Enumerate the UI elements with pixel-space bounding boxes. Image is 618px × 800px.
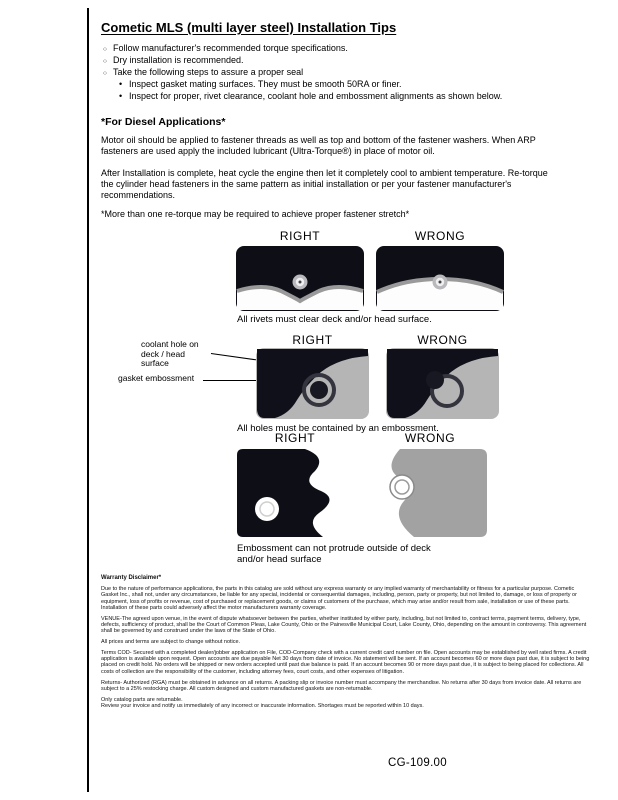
fig2-coolant-label: coolant hole on deck / head surface xyxy=(141,339,199,368)
fig3-caption: Embossment can not protrude outside of deck and/or head surface xyxy=(237,543,431,565)
page-title: Cometic MLS (multi layer steel) Installation Tips xyxy=(101,20,397,35)
warranty-paragraph: Terms COD- Secured with a completed dealer/jobber application on File, COD-Company check with a current credit card number on file. Open accounts may be established by well rated firms. A credit application is available upon request. Open accounts are due payable Net 30 days from date of invoice. No statement will be sent. If an account becomes 60 or more days past due, it is subject to being placed on credit hold. No orders will be shipped or new orders accepted until past due balance is paid. If an account becomes 90 or more days past due, it is subject to being placed for collections. All costs of collection are the responsibility of the customer, including attorney fees, court costs, and other expenses of litigation. xyxy=(101,649,590,675)
fig3-wrong-header: WRONG xyxy=(404,431,456,445)
fig1-right-header: RIGHT xyxy=(279,229,321,243)
tip-sub-item: • Inspect gasket mating surfaces. They must be smooth 50RA or finer. xyxy=(119,78,583,90)
warranty-paragraph: Due to the nature of performance applications, the parts in this catalog are sold without any express warranty or any implied warranty of merchantability or fitness for a particular purpose. Cometic Gasket Inc., shall not, under any circumstances, be liable for any special, incidental or consequential damages, including, person, party or property, but not limited to, damage, or loss of property or equipment, loss of profits or revenue, cost of purchased or replacement goods, or claims of customers of the purchase, which may arise and/or result from sale, installation or use of these parts. Installation of these parts could adversely affect the motor manufacturers warranty coverage. xyxy=(101,586,577,611)
fig1-caption: All rivets must clear deck and/or head surface. xyxy=(237,314,432,325)
diesel-paragraph-1: Motor oil should be applied to fastener threads as well as top and bottom of the fastener washers. When ARP fasteners are used apply the included lubricant (Ultra-Torque®) in place of motor oil. xyxy=(101,135,536,156)
catalog-code: CG-109.00 xyxy=(388,757,447,769)
fig2-right-header: RIGHT xyxy=(292,333,333,347)
fig2-embossment-label: gasket embossment xyxy=(118,373,195,383)
fig2-embossment-leader-line xyxy=(203,380,263,381)
fig2-right-image xyxy=(255,347,370,420)
tip-item: ○ Follow manufacturer's recommended torque specifications. xyxy=(103,42,583,54)
fig1-right-image xyxy=(235,245,365,312)
warranty-paragraph: Returns- Authorized (RGA) must be obtained in advance on all returns. A packing slip or invoice number must accompany the merchandise. No returns after 30 days from invoice date. All returns are subject to a 25% restocking charge. All custom designed and custom manufactured gaskets are non-returnable. xyxy=(101,679,582,692)
warranty-paragraph: All prices and terms are subject to change without notice. xyxy=(101,639,241,646)
tip-item: ○ Dry installation is recommended. xyxy=(103,54,583,66)
warranty-paragraph: VENUE-The agreed upon venue, in the event of dispute whatsoever between the parties, whether instituted by either party, including, but not limited to, contract terms, payment terms, delivery, type, defects, sufficiency of product, shall be the Court of Common Pleas, Lake County, Ohio or the Painesville Municipal Court, Lake County, Ohio, depending on the amount in controversy. This agreement shall be governed by and construed under the laws of the State of Ohio. xyxy=(101,615,587,635)
diesel-section-heading: *For Diesel Applications* xyxy=(101,116,226,128)
warranty-section xyxy=(101,575,590,714)
fig2-caption: All holes must be contained by an embossment. xyxy=(237,423,439,434)
fig2-wrong-header: WRONG xyxy=(417,333,468,347)
installation-tips-list xyxy=(103,42,583,102)
warranty-paragraph: Review your invoice and notify us immediately of any incorrect or inaccurate information. Shortages must be reported within 10 days. xyxy=(101,703,424,710)
fig3-wrong-image xyxy=(370,447,490,539)
fig3-right-image xyxy=(235,447,355,539)
diesel-paragraph-2: After Installation is complete, heat cycle the engine then let it completely cool to ambient temperature. Re-torque the cylinder head fasteners in the same pattern as initial installation or per your fastener manufacturer's recommendations. xyxy=(101,168,548,200)
page-edge-rule xyxy=(87,8,89,792)
warranty-paragraph: Only catalog parts are returnable. xyxy=(101,696,183,703)
fig1-wrong-image xyxy=(375,245,505,312)
fig2-wrong-image xyxy=(385,347,500,420)
tip-sub-item: • Inspect for proper, rivet clearance, coolant hole and embossment alignments as shown below. xyxy=(119,90,583,102)
warranty-heading: Warranty Disclaimer* xyxy=(101,575,162,581)
fig3-right-header: RIGHT xyxy=(274,431,316,445)
fig1-wrong-header: WRONG xyxy=(414,229,466,243)
retorque-note: *More than one re-torque may be required to achieve proper fastener stretch* xyxy=(101,209,410,219)
tip-item: ○ Take the following steps to assure a proper seal xyxy=(103,66,583,78)
